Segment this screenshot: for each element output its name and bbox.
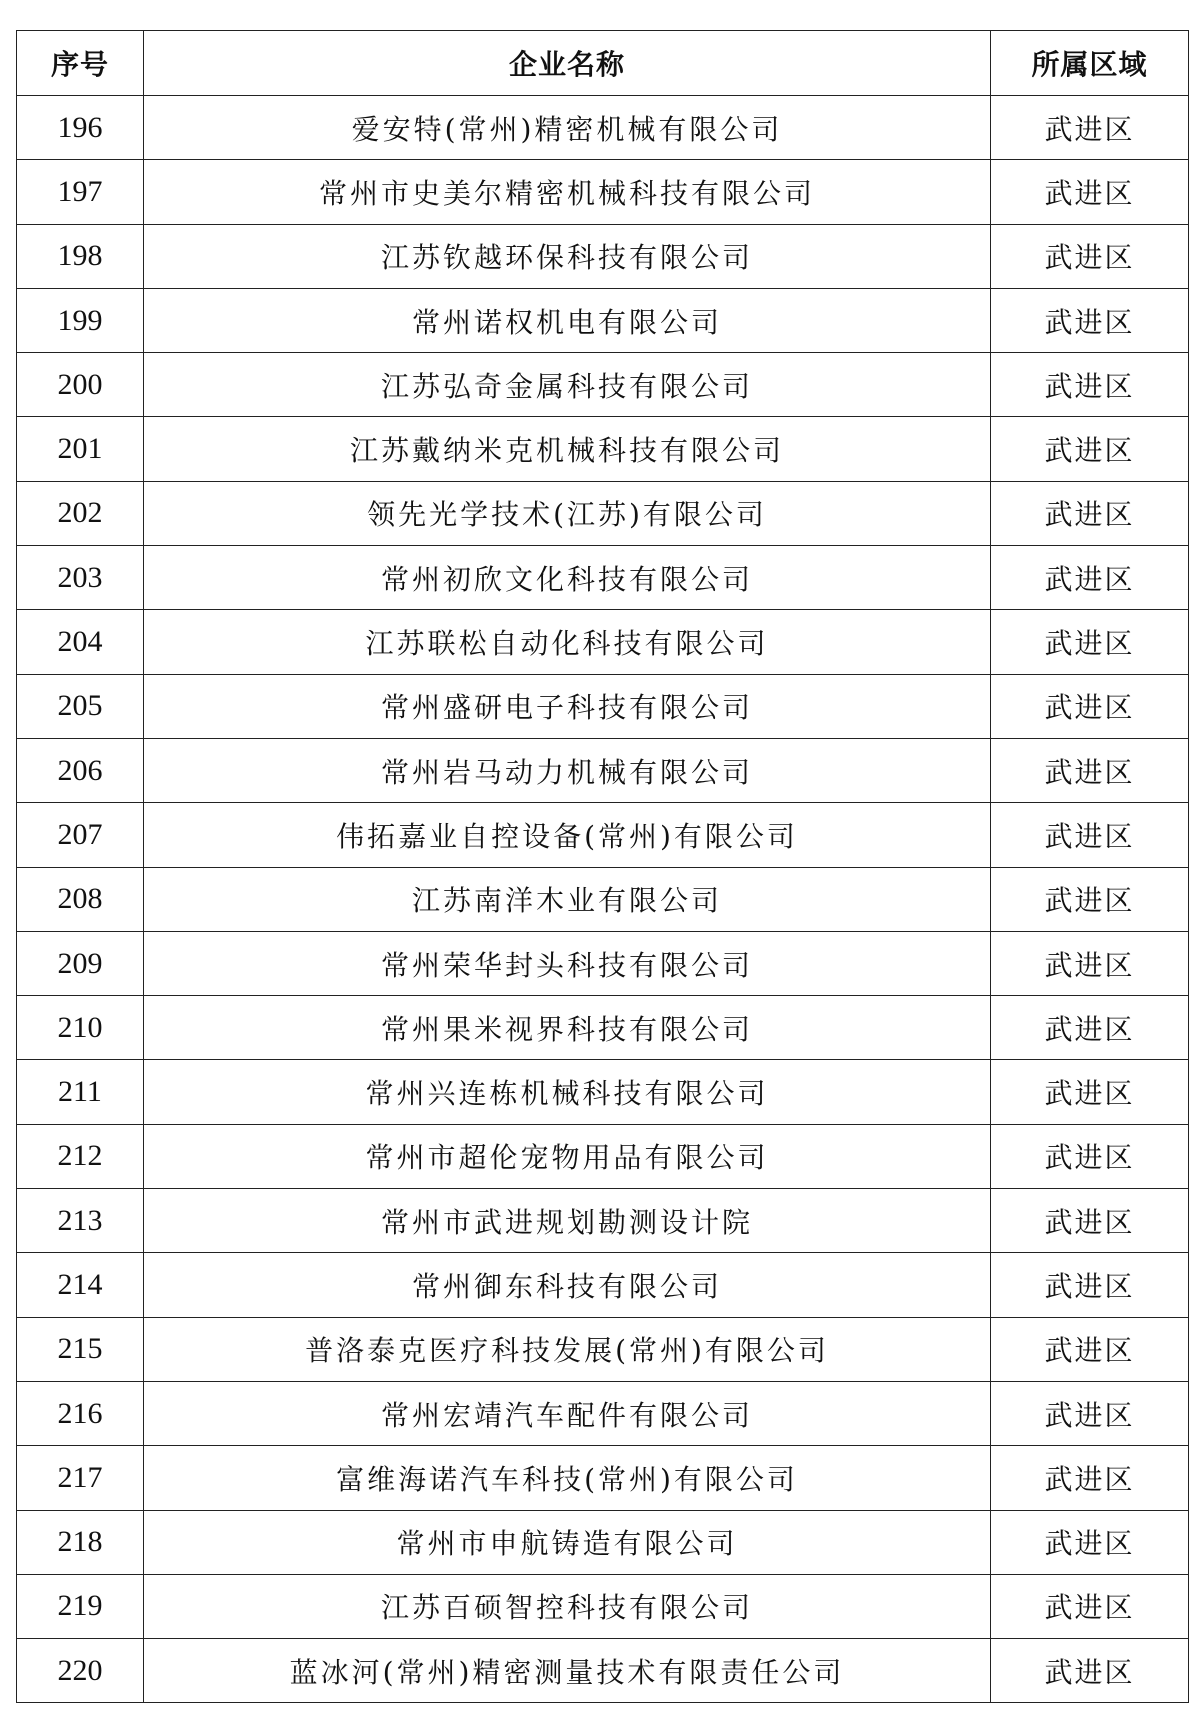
serial-number-cell: 217 <box>17 1446 144 1510</box>
company-name-cell: 蓝冰河(常州)精密测量技术有限责任公司 <box>144 1639 991 1703</box>
table-row <box>17 996 1189 1060</box>
header-serial-number: 序号 <box>17 31 144 96</box>
region-cell: 武进区 <box>991 867 1189 931</box>
table-row <box>17 1574 1189 1638</box>
company-name-cell: 常州市申航铸造有限公司 <box>144 1510 991 1574</box>
region-cell: 武进区 <box>991 1317 1189 1381</box>
company-name-cell: 普洛泰克医疗科技发展(常州)有限公司 <box>144 1317 991 1381</box>
table-row <box>17 1253 1189 1317</box>
table-row <box>17 1446 1189 1510</box>
serial-number-cell: 201 <box>17 417 144 481</box>
header-company-name: 企业名称 <box>144 31 991 96</box>
region-cell: 武进区 <box>991 1189 1189 1253</box>
table-row <box>17 738 1189 802</box>
company-name-cell: 江苏南洋木业有限公司 <box>144 867 991 931</box>
table-row <box>17 803 1189 867</box>
company-name-cell: 常州宏靖汽车配件有限公司 <box>144 1381 991 1445</box>
serial-number-cell: 215 <box>17 1317 144 1381</box>
company-name-cell: 常州御东科技有限公司 <box>144 1253 991 1317</box>
region-cell: 武进区 <box>991 1060 1189 1124</box>
header-region: 所属区域 <box>991 31 1189 96</box>
region-cell: 武进区 <box>991 417 1189 481</box>
serial-number-cell: 203 <box>17 546 144 610</box>
table-row <box>17 353 1189 417</box>
company-name-cell: 常州市超伦宠物用品有限公司 <box>144 1124 991 1188</box>
serial-number-cell: 196 <box>17 96 144 160</box>
table-row <box>17 1124 1189 1188</box>
table-row <box>17 1381 1189 1445</box>
company-name-cell: 江苏百硕智控科技有限公司 <box>144 1574 991 1638</box>
company-name-cell: 常州果米视界科技有限公司 <box>144 996 991 1060</box>
serial-number-cell: 199 <box>17 288 144 352</box>
table-row <box>17 931 1189 995</box>
serial-number-cell: 205 <box>17 674 144 738</box>
company-name-cell: 常州岩马动力机械有限公司 <box>144 738 991 802</box>
serial-number-cell: 220 <box>17 1639 144 1703</box>
table-row <box>17 160 1189 224</box>
company-name-cell: 江苏联松自动化科技有限公司 <box>144 610 991 674</box>
serial-number-cell: 214 <box>17 1253 144 1317</box>
table-header <box>17 31 1189 96</box>
company-table <box>16 30 1189 1703</box>
table-body <box>17 96 1189 1703</box>
region-cell: 武进区 <box>991 224 1189 288</box>
table-row <box>17 1189 1189 1253</box>
serial-number-cell: 198 <box>17 224 144 288</box>
table-row <box>17 1510 1189 1574</box>
table-row <box>17 1317 1189 1381</box>
serial-number-cell: 208 <box>17 867 144 931</box>
serial-number-cell: 202 <box>17 481 144 545</box>
region-cell: 武进区 <box>991 1639 1189 1703</box>
serial-number-cell: 219 <box>17 1574 144 1638</box>
company-name-cell: 常州荣华封头科技有限公司 <box>144 931 991 995</box>
table-row <box>17 96 1189 160</box>
company-name-cell: 常州初欣文化科技有限公司 <box>144 546 991 610</box>
region-cell: 武进区 <box>991 1446 1189 1510</box>
company-name-cell: 江苏钦越环保科技有限公司 <box>144 224 991 288</box>
region-cell: 武进区 <box>991 481 1189 545</box>
table-row <box>17 674 1189 738</box>
table-row <box>17 417 1189 481</box>
company-name-cell: 常州市史美尔精密机械科技有限公司 <box>144 160 991 224</box>
serial-number-cell: 207 <box>17 803 144 867</box>
table-row <box>17 867 1189 931</box>
company-name-cell: 伟拓嘉业自控设备(常州)有限公司 <box>144 803 991 867</box>
region-cell: 武进区 <box>991 610 1189 674</box>
header-row <box>17 31 1189 96</box>
region-cell: 武进区 <box>991 738 1189 802</box>
region-cell: 武进区 <box>991 546 1189 610</box>
serial-number-cell: 211 <box>17 1060 144 1124</box>
region-cell: 武进区 <box>991 1253 1189 1317</box>
region-cell: 武进区 <box>991 803 1189 867</box>
serial-number-cell: 210 <box>17 996 144 1060</box>
company-name-cell: 领先光学技术(江苏)有限公司 <box>144 481 991 545</box>
table-row <box>17 546 1189 610</box>
region-cell: 武进区 <box>991 160 1189 224</box>
serial-number-cell: 200 <box>17 353 144 417</box>
company-name-cell: 江苏弘奇金属科技有限公司 <box>144 353 991 417</box>
serial-number-cell: 212 <box>17 1124 144 1188</box>
region-cell: 武进区 <box>991 1510 1189 1574</box>
table-row <box>17 288 1189 352</box>
company-name-cell: 常州兴连栋机械科技有限公司 <box>144 1060 991 1124</box>
serial-number-cell: 206 <box>17 738 144 802</box>
region-cell: 武进区 <box>991 1381 1189 1445</box>
serial-number-cell: 213 <box>17 1189 144 1253</box>
region-cell: 武进区 <box>991 96 1189 160</box>
company-name-cell: 爱安特(常州)精密机械有限公司 <box>144 96 991 160</box>
serial-number-cell: 197 <box>17 160 144 224</box>
table-row <box>17 224 1189 288</box>
company-name-cell: 常州盛研电子科技有限公司 <box>144 674 991 738</box>
region-cell: 武进区 <box>991 353 1189 417</box>
serial-number-cell: 218 <box>17 1510 144 1574</box>
company-name-cell: 江苏戴纳米克机械科技有限公司 <box>144 417 991 481</box>
region-cell: 武进区 <box>991 288 1189 352</box>
table-row <box>17 610 1189 674</box>
serial-number-cell: 204 <box>17 610 144 674</box>
company-name-cell: 富维海诺汽车科技(常州)有限公司 <box>144 1446 991 1510</box>
serial-number-cell: 209 <box>17 931 144 995</box>
company-name-cell: 常州诺权机电有限公司 <box>144 288 991 352</box>
region-cell: 武进区 <box>991 1574 1189 1638</box>
table-row <box>17 1060 1189 1124</box>
region-cell: 武进区 <box>991 931 1189 995</box>
document-page <box>16 30 1188 1703</box>
table-row <box>17 1639 1189 1703</box>
table-row <box>17 481 1189 545</box>
serial-number-cell: 216 <box>17 1381 144 1445</box>
region-cell: 武进区 <box>991 996 1189 1060</box>
region-cell: 武进区 <box>991 1124 1189 1188</box>
region-cell: 武进区 <box>991 674 1189 738</box>
company-name-cell: 常州市武进规划勘测设计院 <box>144 1189 991 1253</box>
